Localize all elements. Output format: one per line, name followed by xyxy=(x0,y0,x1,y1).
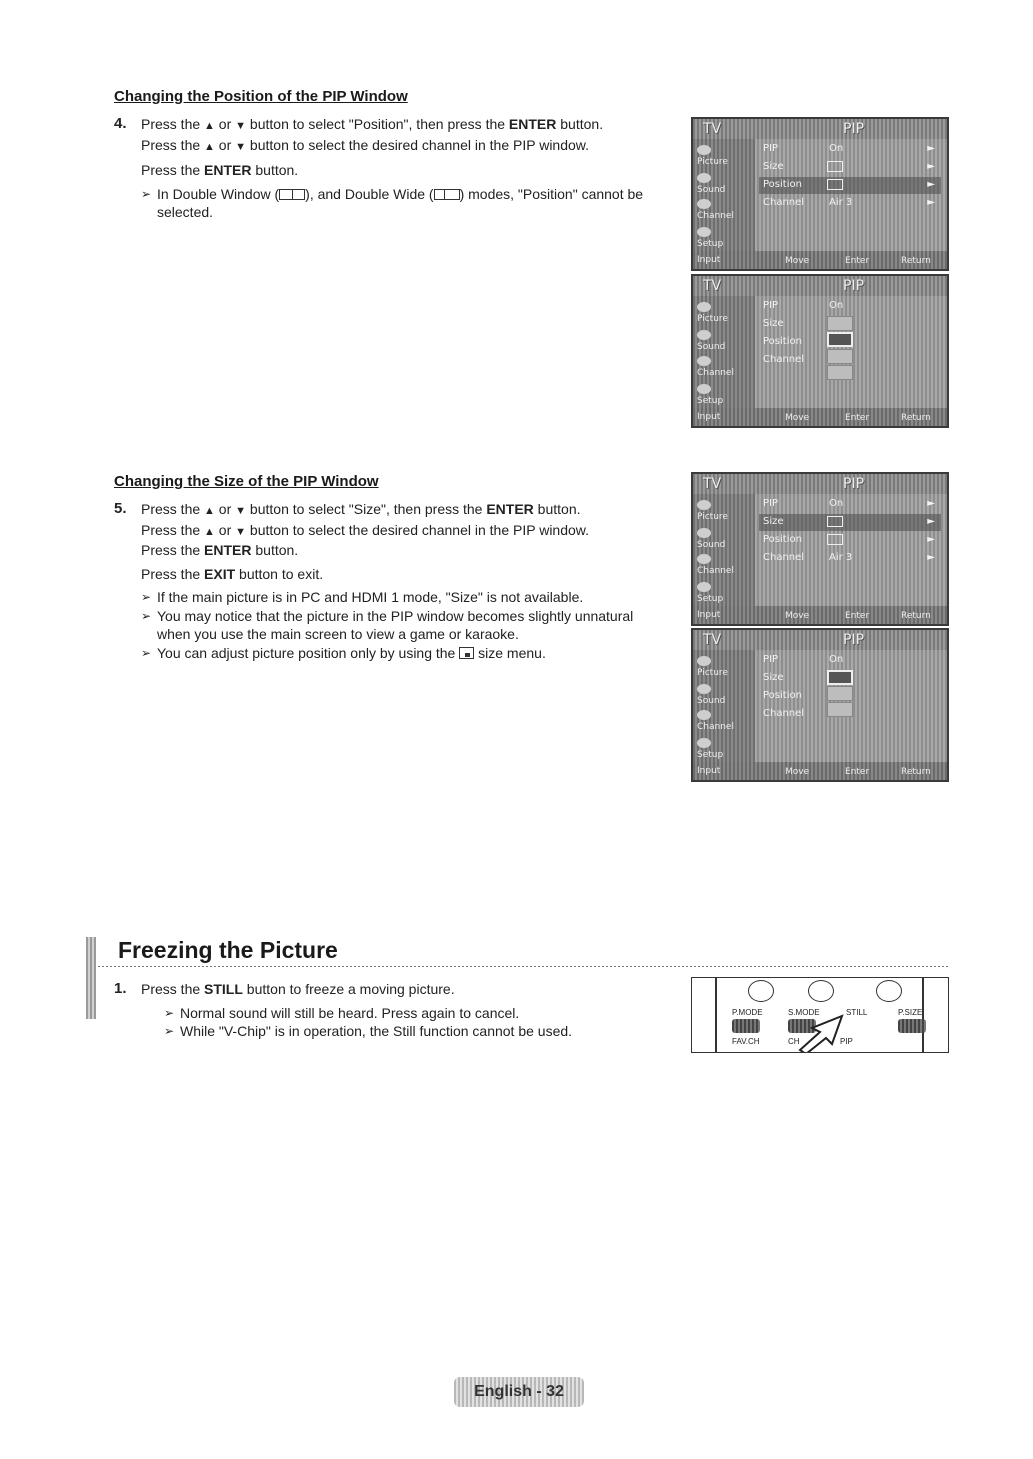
step-line: Press the EXIT button to exit. xyxy=(141,565,324,582)
step-line: Press the ENTER button. xyxy=(141,542,299,558)
setup-icon xyxy=(697,227,711,237)
note: ➢ If the main picture is in PC and HDMI 1 mode, "Size" is not available. xyxy=(141,589,584,605)
page-number-badge: English - 32 xyxy=(454,1377,584,1407)
note: ➢ You can adjust picture position only by using the size menu. xyxy=(141,644,546,661)
section-marker-bar xyxy=(86,937,96,1019)
step-line: Press the ▲ or ▼ button to select "Position", then press the ENTER button. xyxy=(141,116,604,132)
step-number: 1. xyxy=(114,980,127,997)
section-title-position: Changing the Position of the PIP Window xyxy=(114,88,408,105)
step-5 xyxy=(114,500,634,662)
remote-control-illustration xyxy=(691,977,949,1053)
psize-label: P.SIZE xyxy=(898,1008,923,1017)
osd-pip-size-options: TV PIP Picture Sound Channel Setup PIP On Size Position Channel Input Move Enter Return xyxy=(691,628,949,782)
step-line: Press the STILL button to freeze a moving picture. xyxy=(141,981,455,997)
step-line: Press the ENTER button. xyxy=(141,162,299,178)
step-line: Press the ▲ or ▼ button to select the desired channel in the PIP window. xyxy=(141,521,590,538)
sound-icon xyxy=(697,173,711,183)
down-arrow-icon: ▼ xyxy=(235,120,247,132)
up-arrow-icon: ▲ xyxy=(204,505,215,517)
note-arrow-icon: ➢ xyxy=(164,1024,175,1038)
pip-label: PIP xyxy=(840,1037,853,1046)
down-arrow-icon: ▼ xyxy=(235,505,247,517)
note-arrow-icon: ➢ xyxy=(164,1005,175,1020)
step-1 xyxy=(114,980,573,1041)
note-arrow-icon: ➢ xyxy=(141,608,152,623)
smode-label: S.MODE xyxy=(788,1008,820,1017)
up-arrow-icon: ▲ xyxy=(204,140,215,153)
section-title-freeze: Freezing the Picture xyxy=(118,937,338,963)
osd-pip-position-options: TV PIP Picture Sound Channel Setup PIP On Size Position Channel Input Move Enter Return xyxy=(691,274,949,428)
down-arrow-icon: ▼ xyxy=(235,140,247,153)
note: ➢ Normal sound will still be heard. Press again to cancel. xyxy=(164,1004,520,1021)
section-divider xyxy=(98,966,950,967)
up-arrow-icon: ▲ xyxy=(204,120,215,132)
step-line: Press the ▲ or ▼ button to select "Size", then press the ENTER button. xyxy=(141,501,581,517)
pmode-button xyxy=(732,1019,760,1033)
osd-pip-menu-size: TV PIP Picture Sound Channel Setup PIP On ► Size ► Position ► Channel Air 3 ► Input Move Enter Return xyxy=(691,472,949,626)
double-wide-icon xyxy=(434,189,460,200)
picture-icon xyxy=(697,145,711,155)
favch-label: FAV.CH xyxy=(732,1037,760,1046)
down-arrow-icon: ▼ xyxy=(235,525,247,538)
power-icon xyxy=(748,980,774,1002)
pointer-arrow-icon xyxy=(792,1008,862,1053)
note: ➢ While "V-Chip" is in operation, the Still function cannot be used. xyxy=(164,1023,573,1039)
ch-label: CH xyxy=(788,1037,800,1046)
note-continued: when you use the main screen to view a game or karaoke. xyxy=(157,626,519,642)
step-line: Press the ▲ or ▼ button to select the desired channel in the PIP window. xyxy=(141,136,590,153)
psize-button xyxy=(898,1019,926,1033)
note-continued: selected. xyxy=(157,204,214,220)
note-arrow-icon: ➢ xyxy=(141,590,152,604)
section-title-size: Changing the Size of the PIP Window xyxy=(114,473,379,490)
double-window-icon xyxy=(279,189,305,200)
still-label: STILL xyxy=(846,1008,868,1017)
step-number: 5. xyxy=(114,500,127,517)
step-4 xyxy=(114,115,644,222)
note-arrow-icon: ➢ xyxy=(141,186,152,201)
step-number: 4. xyxy=(114,115,127,132)
osd-pip-menu-position: TV PIP Picture Sound Channel Setup PIP On ► Size ► Position ► Channel Air 3 ► Input Move Enter Return xyxy=(691,117,949,271)
note: ➢ In Double Window ( ), and Double Wide ( ) modes, "Position" cannot be xyxy=(141,185,644,202)
channel-icon xyxy=(697,199,711,209)
up-arrow-icon: ▲ xyxy=(204,525,215,538)
pmode-label: P.MODE xyxy=(732,1008,763,1017)
note-arrow-icon: ➢ xyxy=(141,645,152,660)
size-icon xyxy=(459,647,474,659)
note: ➢ You may notice that the picture in the PIP window becomes slightly unnatural xyxy=(141,607,634,624)
